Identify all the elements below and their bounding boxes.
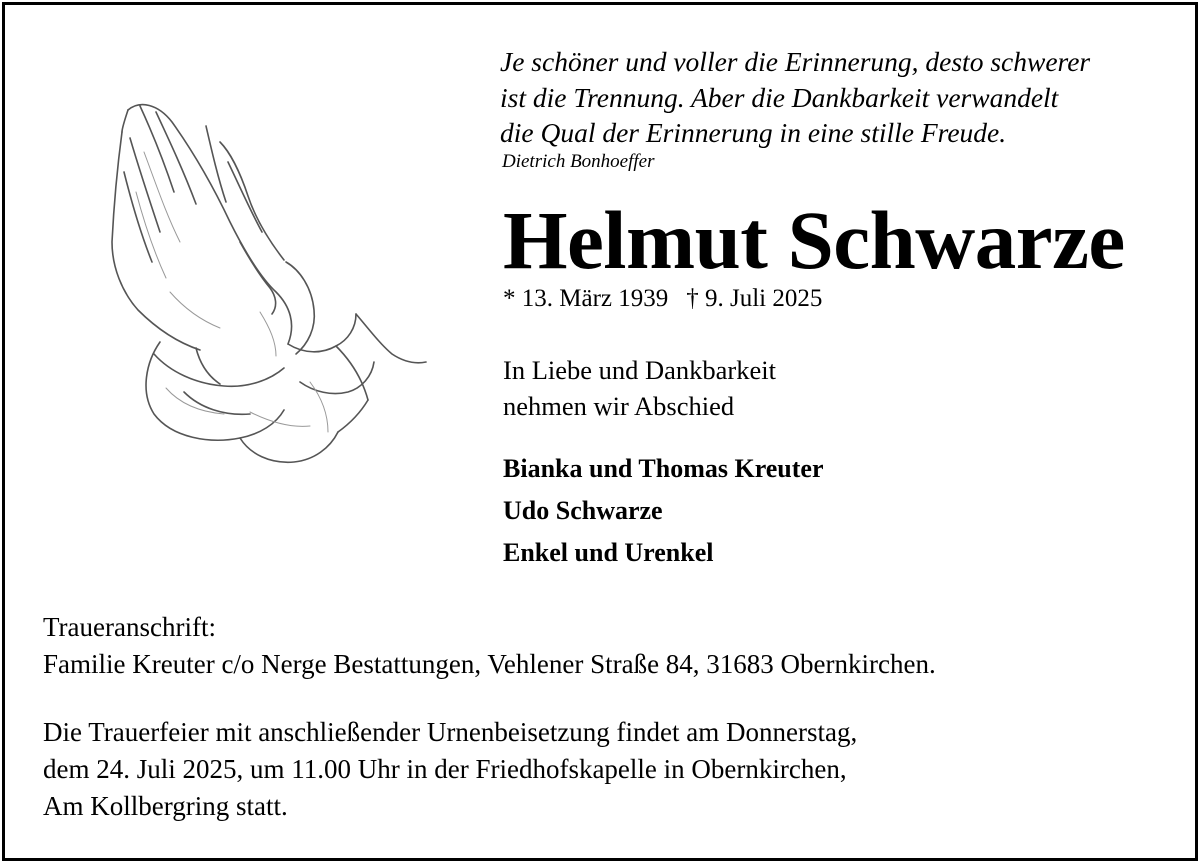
- farewell-text: [503, 353, 776, 424]
- address-text: Familie Kreuter c/o Nerge Bestattungen, Vehlener Straße 84, 31683 Obernkirchen.: [43, 649, 936, 679]
- praying-hands-icon: [100, 92, 430, 472]
- death-date: † 9. Juli 2025: [686, 285, 823, 312]
- farewell-line: nehmen wir Abschied: [503, 390, 735, 421]
- mourners-list: [503, 448, 824, 574]
- service-line: Am Kollbergring statt.: [43, 791, 288, 821]
- service-line: Die Trauerfeier mit anschließender Urnenbeisetzung findet am Donnerstag,: [43, 717, 858, 747]
- address-label: Traueranschrift:: [43, 612, 216, 642]
- quote-line: die Qual der Erinnerung in eine stille Freude.: [500, 117, 1007, 148]
- deceased-name: Helmut Schwarze: [503, 194, 1125, 286]
- bonhoeffer-quote: [500, 44, 1180, 151]
- mourner-entry: Udo Schwarze: [503, 496, 663, 525]
- mourner-entry: Bianka und Thomas Kreuter: [503, 454, 824, 483]
- farewell-line: In Liebe und Dankbarkeit: [503, 355, 776, 385]
- funeral-service-info: [43, 714, 857, 825]
- birth-date: * 13. März 1939: [503, 285, 669, 312]
- quote-line: Je schöner und voller die Erinnerung, desto schwerer: [500, 46, 1091, 77]
- quote-line: ist die Trennung. Aber die Dankbarkeit verwandelt: [500, 81, 1059, 113]
- life-dates: [503, 285, 822, 313]
- service-line: dem 24. Juli 2025, um 11.00 Uhr in der Friedhofskapelle in Obernkirchen,: [43, 754, 847, 784]
- quote-author: Dietrich Bonhoeffer: [502, 151, 655, 172]
- mourner-entry: Enkel und Urenkel: [503, 538, 714, 567]
- mourning-address: [43, 609, 936, 683]
